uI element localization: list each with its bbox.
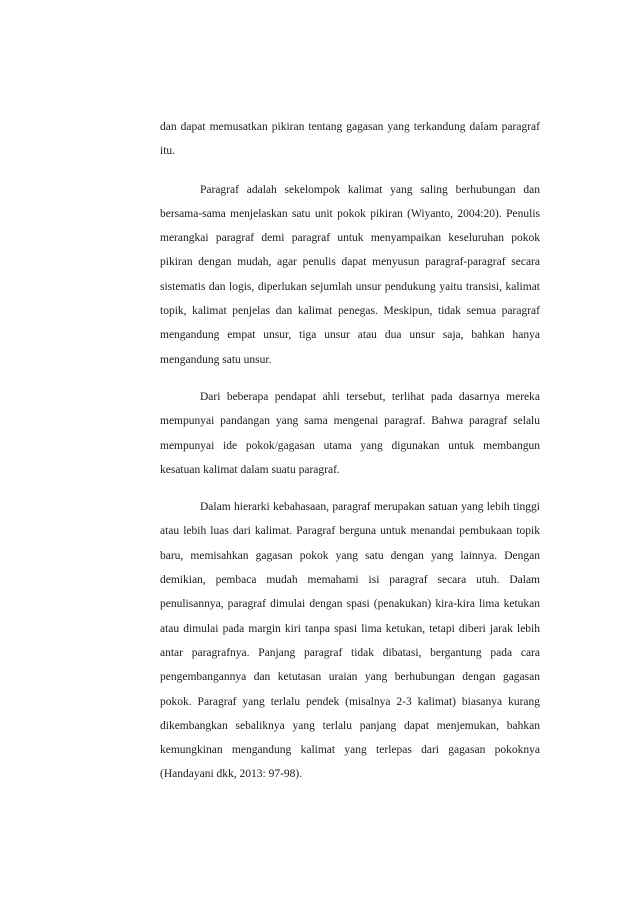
paragraph-definition: Paragraf adalah sekelompok kalimat yang saling berhubungan dan bersama-sama menjelaskan satu unit pokok pikiran (Wiyanto, 2004:20). Penulis merangkai paragraf demi paragraf untuk menyampaikan keseluruhan pokok pikiran dengan mudah, agar penulis dapat menyusun paragraf-paragraf secara sistematis dan logis, diperlukan sejumlah unsur pendukung yaitu transisi, kalimat topik, kalimat penjelas dan kalimat penegas. Meskipun, tidak semua paragraf mengandung empat unsur, tiga unsur atau dua unsur saja, bahkan hanya mengandung satu unsur. [160,183,540,366]
paragraph-continuation: dan dapat memusatkan pikiran tentang gagasan yang terkandung dalam paragraf itu. [160,121,540,158]
paragraph-summary: Dari beberapa pendapat ahli tersebut, terlihat pada dasarnya mereka mempunyai pandangan yang sama mengenai paragraf. Bahwa paragraf selalu mempunyai ide pokok/gagasan utama yang digunakan untuk membangun kesatuan kalimat dalam suatu paragraf. [160,390,540,476]
body-text [160,115,540,800]
paragraph-hierarchy: Dalam hierarki kebahasaan, paragraf merupakan satuan yang lebih tinggi atau lebih luas dari kalimat. Paragraf berguna untuk menandai pembukaan topik baru, memisahkan gagasan pokok yang satu dengan yang lainnya. Dengan demikian, pembaca mudah memahami isi paragraf secara utuh. Dalam penulisannya, paragraf dimulai dengan spasi (penakukan) kira-kira lima ketukan atau dimulai pada margin kiri tanpa spasi lima ketukan, tetapi diberi jarak lebih antar paragrafnya. Panjang paragraf tidak dibatasi, bergantung pada cara pengembangannya dan ketutasan uraian yang berhubungan dengan gagasan pokok. Paragraf yang terlalu pendek (misalnya 2-3 kalimat) biasanya kurang dikembangkan sebaliknya yang terlalu panjang dapat menjemukan, bahkan kemungkinan mengandung kalimat yang terlepas dari gagasan pokoknya (Handayani dkk, 2013: 97-98). [160,501,540,781]
